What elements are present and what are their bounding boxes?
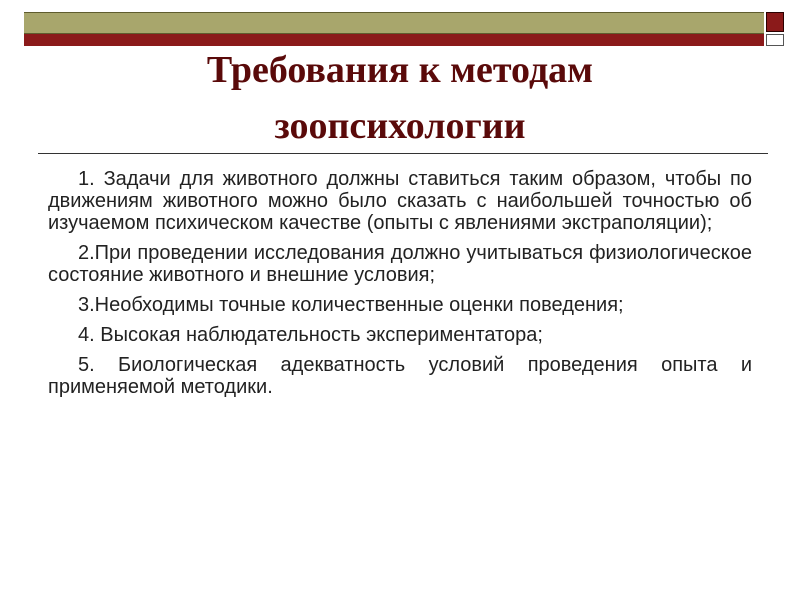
title-divider [38,153,768,154]
list-item-3: 3.Необходимы точные количественные оценки поведения; [78,294,624,316]
header-olive-bar [24,12,764,34]
slide-title [40,42,760,154]
corner-square-decoration [766,12,784,32]
list-item-1: 1. Задачи для животного должны ставиться таким образом, чтобы по движениям животного можно было сказать с наибольшей точностью об изучаемом психическом качестве (опыты с явлениями экстраполяции); [48,168,752,234]
list-item-2: 2.При проведении исследования должно учитываться физиологическое состояние животного и внешние условия; [48,242,752,286]
corner-square-outline-decoration [766,34,784,46]
list-item-4: 4. Высокая наблюдательность экспериментатора; [78,324,543,346]
slide-body [48,168,752,406]
slide-title-line-2: зоопсихологии [274,105,526,147]
slide-title-line-1: Требования к методам [206,49,594,91]
list-item-5: 5. Биологическая адекватность условий проведения опыта и применяемой методики. [48,354,752,398]
